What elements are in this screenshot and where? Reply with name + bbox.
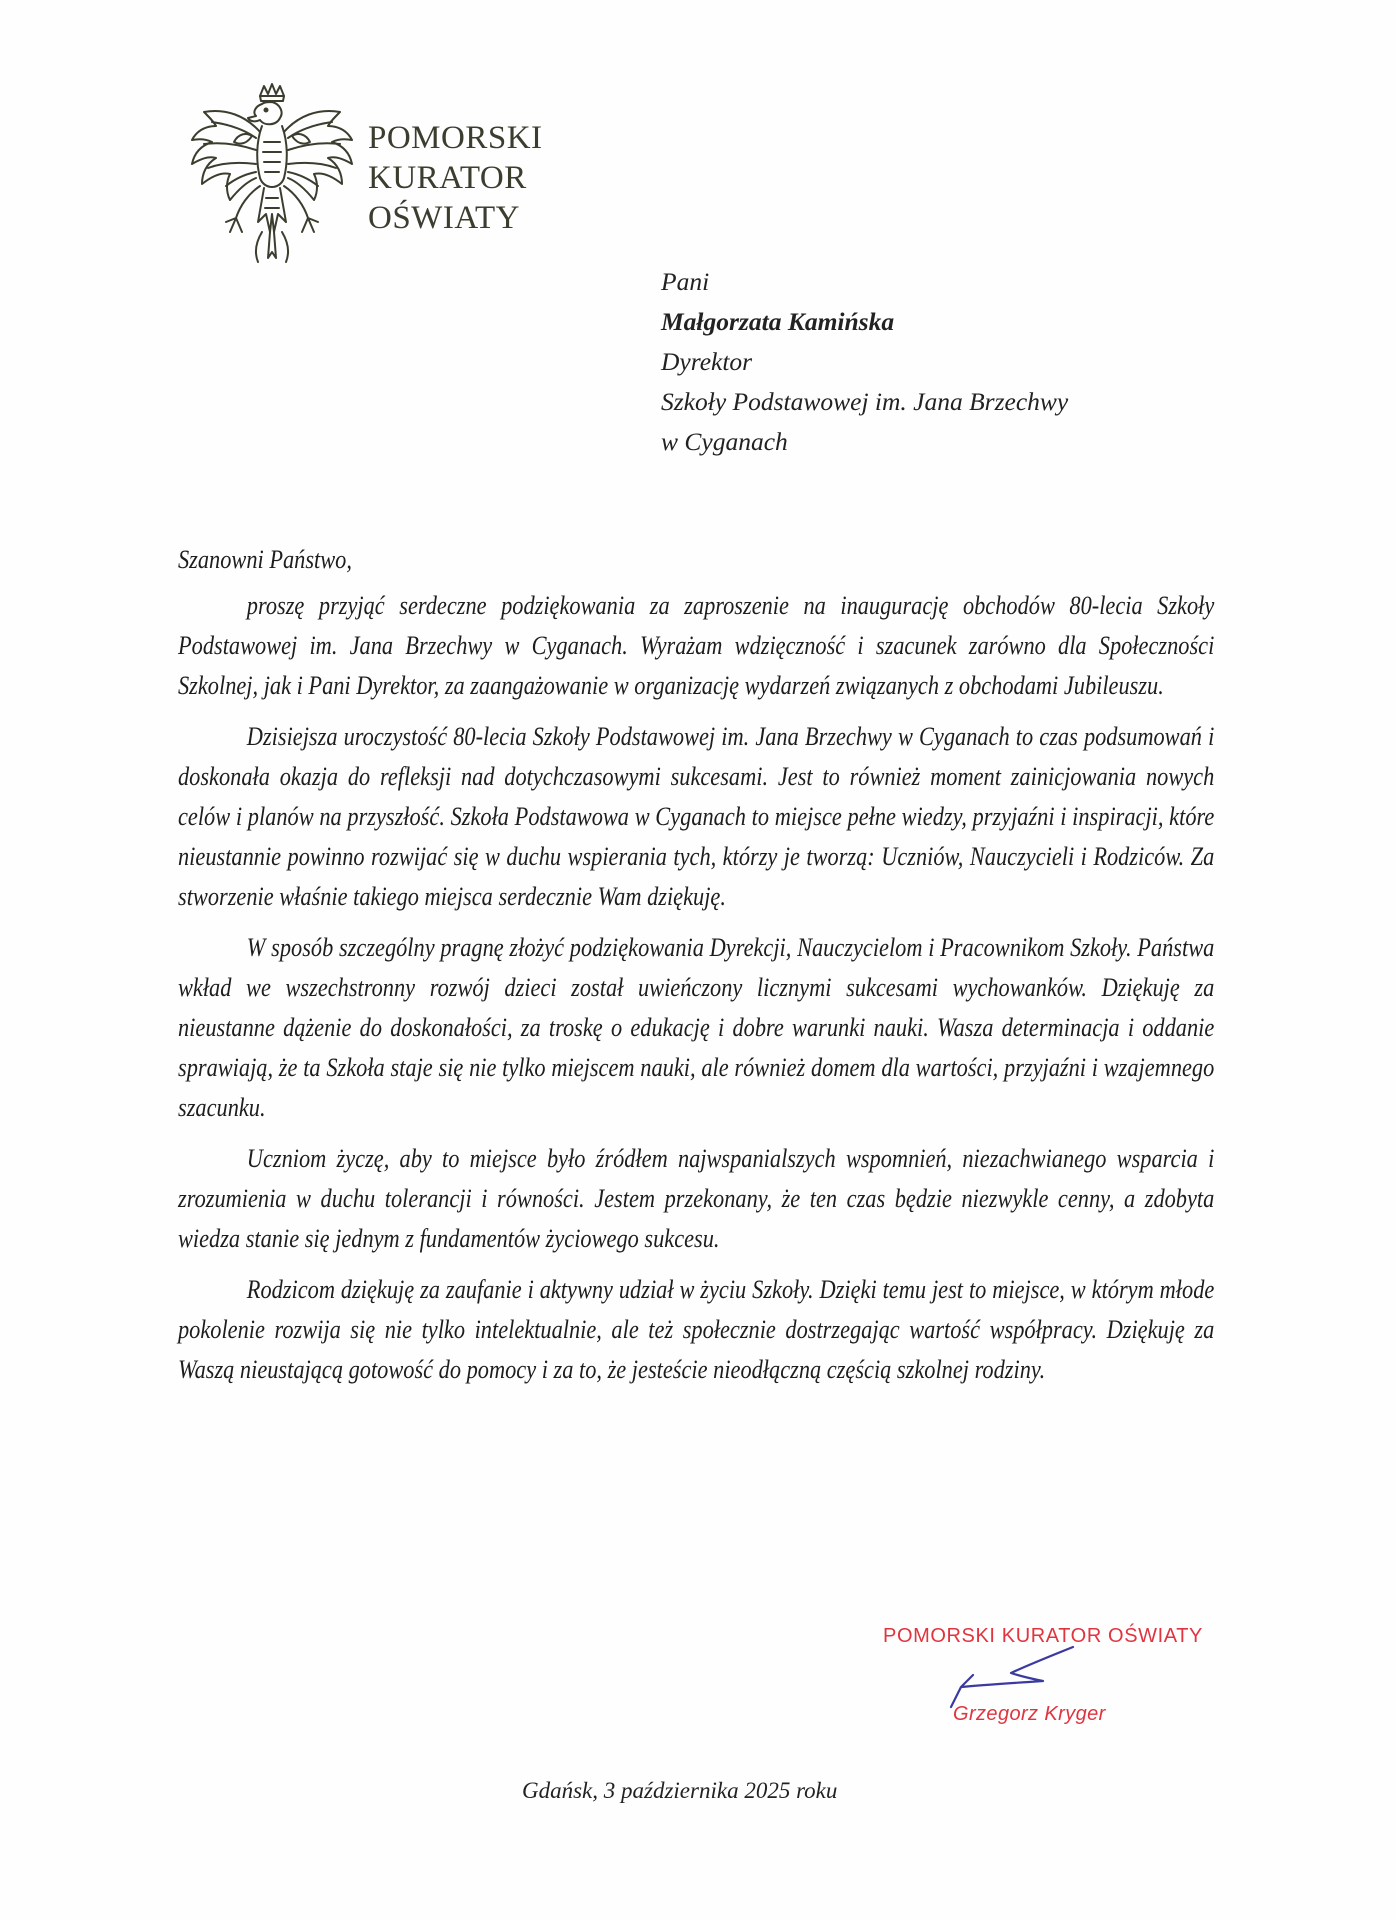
polish-eagle-emblem-icon [186,82,358,278]
addressee-location: w Cyganach [661,427,788,456]
paragraph-3: W sposób szczególny pragnę złożyć podziękowania Dyrekcji, Nauczycielom i Pracownikom Szkoły. Państwa wkład we wszechstronny rozwój dzieci został uwieńczony licznymi sukcesami wychowanków. Dziękuję za nieustanne dążenie do doskonałości, za troskę o edukację i dobre warunki nauki. Wasza determinacja i oddanie sprawiają, że ta Szkoła staje się nie tylko miejscem nauki, ale również domem dla wartości, przyjaźni i wzajemnego szacunku. [178,933,1215,1122]
paragraph-2: Dzisiejsza uroczystość 80-lecia Szkoły Podstawowej im. Jana Brzechwy w Cyganach to czas podsumowań i doskonała okazja do refleksji nad dotychczasowymi sukcesami. Jest to również moment zainicjowania nowych celów i planów na przyszłość. Szkoła Podstawowa w Cyganach to miejsce pełne wiedzy, przyjaźni i inspiracji, które nieustannie powinno rozwijać się w duchu wspierania tych, którzy je tworzą: Uczniów, Nauczycieli i Rodziców. Za stworzenie właśnie takiego miejsca serdecznie Wam dziękuję. [178,722,1215,911]
greeting-text: Szanowni Państwo, [178,545,352,574]
greeting [178,540,1214,580]
stamp-signatory-name: Grzegorz Kryger [953,1703,1106,1725]
addressee-block [661,262,1068,462]
addressee-position: Dyrektor [661,347,753,376]
org-line-2: KURATOR [368,160,527,196]
stamp-title: POMORSKI KURATOR OŚWIATY [883,1625,1203,1647]
official-stamp [883,1625,1263,1765]
org-line-1: POMORSKI [368,120,543,156]
paragraph-5: Rodzicom dziękuję za zaufanie i aktywny udział w życiu Szkoły. Dzięki temu jest to miejsce, w którym młode pokolenie rozwija się nie tylko intelektualnie, ale też społecznie dostrzegając wartość współpracy. Dziękuję za Waszą nieustającą gotowość do pomocy i za to, że jesteście nieodłączną częścią szkolnej rodziny. [178,1275,1215,1384]
addressee-institution: Szkoły Podstawowej im. Jana Brzechwy [661,387,1069,416]
paragraph-1: proszę przyjąć serdeczne podziękowania za zaproszenie na inaugurację obchodów 80-lecia Szkoły Podstawowej im. Jana Brzechwy w Cyganach. Wyrażam wdzięczność i szacunek zarówno dla Społeczności Szkolnej, jak i Pani Dyrektor, za zaangażowanie w organizację wydarzeń związanych z obchodami Jubileuszu. [178,591,1215,700]
paragraph-4: Uczniom życzę, aby to miejsce było źródłem najwspanialszych wspomnień, niezachwianego wsparcia i zrozumienia w duchu tolerancji i równości. Jestem przekonany, że ten czas będzie niezwykle cenny, a zdobyta wiedza stanie się jednym z fundamentów życiowego sukcesu. [178,1144,1215,1253]
letter-body [178,540,1214,1401]
letterhead [186,82,586,282]
organization-name [368,118,543,238]
org-line-3: OŚWIATY [368,200,520,236]
addressee-title: Pani [661,267,710,296]
place-and-date: Gdańsk, 3 października 2025 roku [522,1778,838,1803]
handwritten-signature-icon [883,1625,1263,1765]
addressee-name: Małgorzata Kamińska [661,307,895,336]
